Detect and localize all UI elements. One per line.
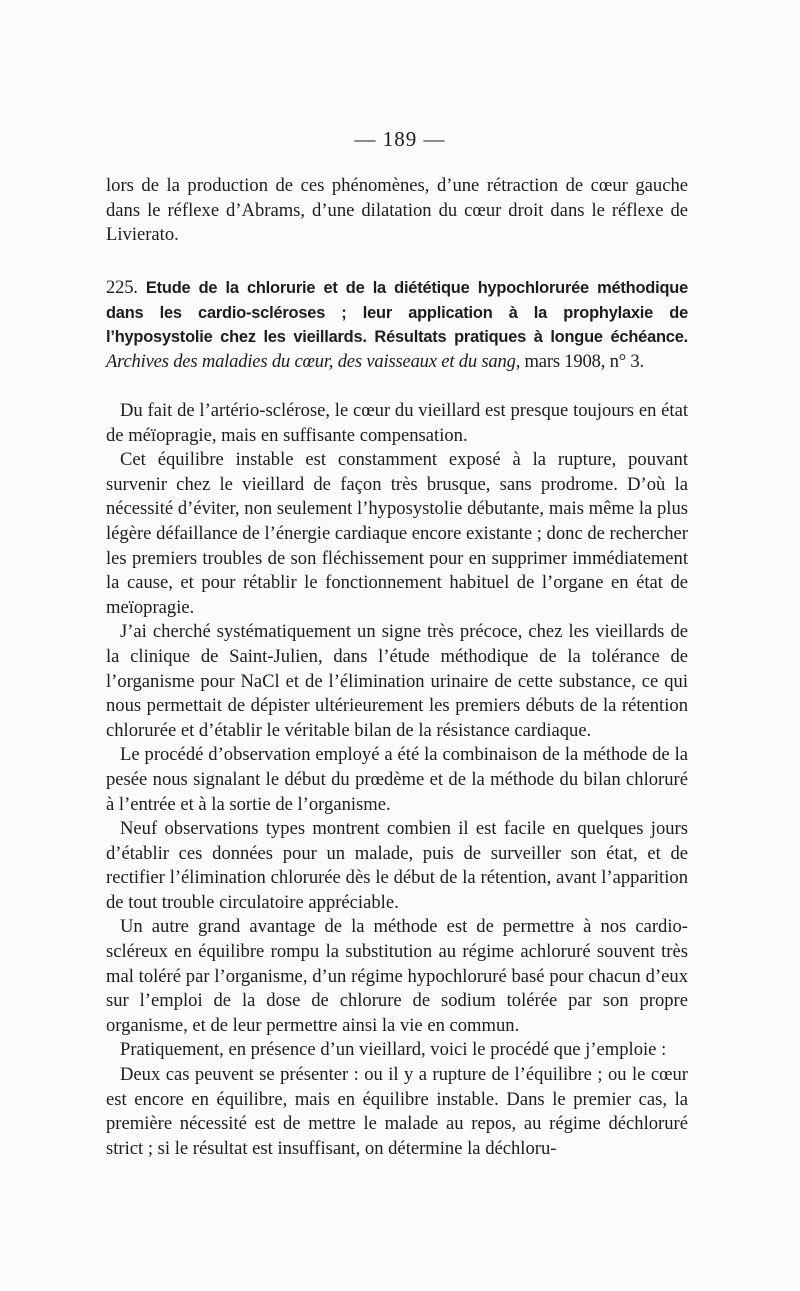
body-text [106, 399, 688, 1161]
reference-journal: Archives des maladies du cœur, des vaisseaux et du sang, [106, 351, 521, 373]
paragraph: Le procédé d’observation employé a été la combinaison de la méthode de la pesée nous signalant le début du prœdème et de la méthode du bilan chloruré à l’entrée et à la sortie de l’organisme. [106, 744, 688, 815]
reference-date: mars 1908, n° 3. [524, 351, 644, 373]
page-number: — 189 — [354, 127, 446, 151]
paragraph: Cet équilibre instable est constamment exposé à la rupture, pouvant survenir chez le vieillard de façon très brusque, sans prodrome. D’où la nécessité d’éviter, non seulement l’hyposystolie débutante, mais même la plus légère défaillance de l’énergie cardiaque encore existante ; donc de rechercher les premiers troubles de son fléchissement pour en supprimer immédiatement la cause, et pour rétablir le fonctionnement habituel de l’organe en état de meïopragie. [106, 449, 688, 618]
paragraph: Deux cas peuvent se présenter : ou il y a rupture de l’équilibre ; ou le cœur est encore en équilibre, mais en équilibre instable. Dans le premier cas, la première nécessité est de mettre le malade au repos, au régime déchloruré strict ; si le résultat est insuffisant, on détermine la déchloru- [106, 1064, 688, 1159]
paragraph: Du fait de l’artério-sclérose, le cœur du vieillard est presque toujours en état de méïopragie, mais en suffisante compensation. [106, 400, 688, 446]
continuation-text: lors de la production de ces phénomènes, d’une rétraction de cœur gauche dans le réflexe d’Abrams, d’une dilatation du cœur droit dans le réflexe de Livierato. [106, 175, 688, 246]
continuation-paragraph [106, 174, 688, 248]
paragraph: J’ai cherché systématiquement un signe très précoce, chez les vieillards de la clinique de Saint-Julien, dans l’étude méthodique de la tolérance de l’organisme pour NaCl et de l’élimination urinaire de cette substance, ce qui nous permettait de dépister ultérieurement les premiers débuts de la rétention chlorurée et d’établir le véritable bilan de la résistance cardiaque. [106, 621, 688, 741]
paragraph: Un autre grand avantage de la méthode est de permettre à nos cardio-scléreux en équilibre rompu la substitution au régime achloruré souvent très mal toléré par l’organisme, d’un régime hypochloruré basé pour chacun d’eux sur l’emploi de la dose de chlorure de sodium tolérée par son propre organisme, et de leur permettre ainsi la vie en commun. [106, 916, 688, 1036]
reference-title: Etude de la chlorurie et de la diététique hypochlorurée méthodique dans les cardio-scléroses ; leur application à la prophylaxie de l’hyposystolie chez les vieillards. Résultats pratiques à longue échéance. [106, 279, 688, 347]
reference-paragraph [106, 276, 688, 375]
reference-entry [106, 276, 688, 375]
paragraph: Neuf observations types montrent combien il est facile en quelques jours d’établir ces données pour un malade, puis de surveiller son état, et de rectifier l’élimination chlorurée dès le début de la rétention, avant l’apparition de tout trouble circulatoire appréciable. [106, 818, 688, 913]
reference-number: 225. [106, 277, 138, 298]
paragraph: Pratiquement, en présence d’un vieillard, voici le procédé que j’emploie : [120, 1039, 667, 1061]
